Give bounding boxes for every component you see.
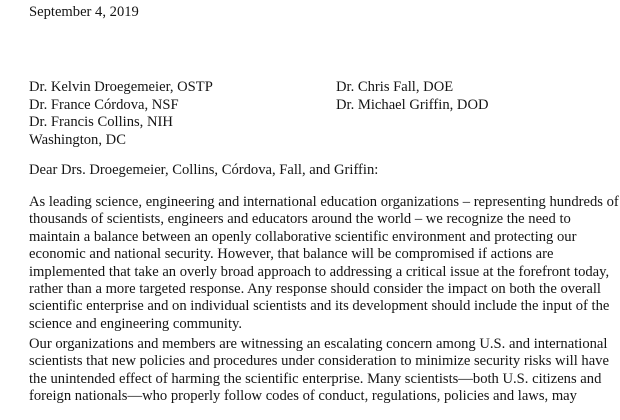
- body-paragraph-1: [29, 194, 620, 333]
- paragraph-line: foreign nationals—who properly follow codes of conduct, regulations, policies and laws, may: [29, 388, 577, 405]
- paragraph-line: Our organizations and members are witnessing an escalating concern among U.S. and international: [29, 336, 608, 352]
- recipient-location: Washington, DC: [29, 131, 126, 148]
- paragraph-line: As leading science, engineering and international education organizations – representing hundreds of: [29, 194, 619, 210]
- paragraph-line: maintain a balance between an openly collaborative scientific environment and protecting our: [29, 228, 577, 245]
- recipients-left: [29, 79, 213, 149]
- paragraph-line: scientific enterprise and on individual scientists and its development should include the input of the: [29, 298, 610, 315]
- recipient-line: Dr. Francis Collins, NIH: [29, 114, 173, 131]
- paragraph-line: economic and national security. However, that balance will be compromised if actions are: [29, 246, 554, 263]
- recipients-right: [336, 79, 489, 114]
- paragraph-line: the unintended effect of harming the scientific enterprise. Many scientists—both U.S. citizens and: [29, 370, 602, 387]
- paragraph-line: rather than a more targeted response. Any response should consider the impact on both the overall: [29, 281, 601, 298]
- body-paragraph-2: [29, 336, 620, 406]
- recipient-line: Dr. Chris Fall, DOE: [336, 79, 454, 95]
- recipient-line: Dr. Michael Griffin, DOD: [336, 96, 489, 113]
- paragraph-line: thousands of scientists, engineers and educators around the world – we recognize the need to: [29, 211, 571, 228]
- paragraph-line: scientists that new policies and procedures under consideration to minimize security risks will have: [29, 353, 609, 370]
- salutation: Dear Drs. Droegemeier, Collins, Córdova, Fall, and Griffin:: [29, 162, 379, 178]
- recipient-line: Dr. Kelvin Droegemeier, OSTP: [29, 79, 213, 95]
- paragraph-line: implemented that take an overly broad approach to addressing a critical issue at the forefront today,: [29, 263, 610, 280]
- paragraph-line: science and engineering community.: [29, 315, 243, 332]
- letter-date: September 4, 2019: [29, 4, 139, 20]
- recipient-line: Dr. France Córdova, NSF: [29, 96, 179, 113]
